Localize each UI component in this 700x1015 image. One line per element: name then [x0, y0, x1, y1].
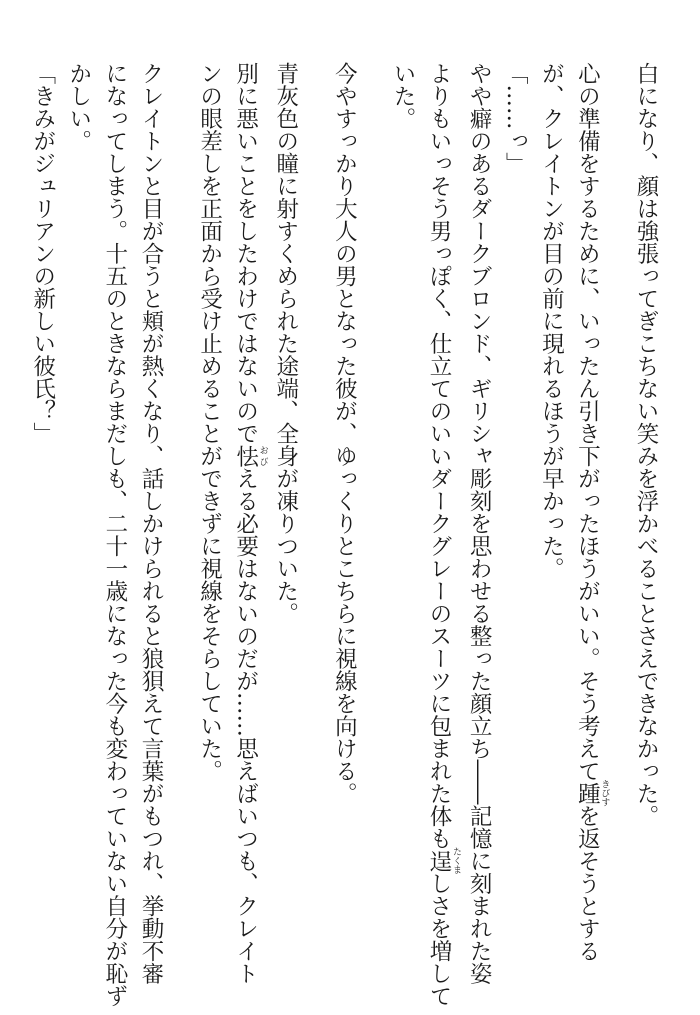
- text-line: [569, 62, 628, 992]
- text-line-content: になってしまう。十五のときならまだしも、二十一歳になった今も変わっていない自分が恥ず: [101, 62, 128, 1007]
- text-line: [25, 62, 61, 992]
- text-line: [191, 62, 227, 992]
- text-line-content: やや癖のあるダークブロンド、ギリシャ彫刻を思わせる整った顔立ち――記憶に刻まれた姿: [466, 62, 493, 985]
- text-line-content: よりもいっそう男っぽく、仕立てのいいダークグレーのスーツに包まれた体も: [426, 62, 453, 850]
- text-line-content: クレイトンと目が合うと頬が熱くなり、話しかけられると狼狽えて言葉がもつれ、挙動不審: [137, 62, 164, 985]
- text-line-content: かしい。: [65, 62, 92, 152]
- text-line-content: が、クレイトンが目の前に現れるほうが早かった。: [538, 62, 565, 580]
- ruby-base: 怯: [232, 444, 259, 467]
- ruby-reading: きびす: [599, 779, 610, 807]
- text-line-content: 青灰色の瞳に射すくめられた途端、全身が凍りついた。: [272, 62, 299, 625]
- ruby-annotation: [426, 847, 462, 875]
- text-line: [385, 62, 421, 992]
- ruby-annotation: [232, 444, 268, 468]
- text-line: [133, 62, 192, 992]
- ruby-base: 踵: [574, 779, 601, 807]
- vertical-text-body: [0, 62, 664, 1007]
- text-line: [497, 62, 533, 992]
- text-line-content: ンの眼差しを正面から受け止めることができずに視線をそらしていた。: [196, 62, 223, 782]
- text-line-continuation: しさを増して: [426, 872, 453, 1007]
- text-line-content: 「……っ」: [502, 62, 529, 175]
- ruby-base: 逞: [426, 847, 453, 875]
- text-line: [228, 62, 268, 992]
- ruby-reading: たくま: [451, 847, 462, 875]
- text-line: [461, 62, 497, 992]
- text-line: [533, 62, 569, 992]
- text-line-content: 白になり、顔は強張ってぎこちない笑みを浮かべることさえできなかった。: [633, 62, 659, 827]
- text-line: [421, 62, 462, 1007]
- text-line-continuation: える必要はないのだが……思えばいつも、クレイト: [232, 467, 259, 985]
- text-line: [0, 62, 25, 992]
- ruby-annotation: [574, 779, 610, 807]
- text-line-continuation: を返そうとする: [574, 804, 601, 962]
- text-line: [97, 62, 133, 1007]
- text-line-content: 別に悪いことをしたわけではないので: [232, 62, 259, 445]
- text-line: [268, 62, 327, 992]
- text-line-content: いた。: [389, 62, 416, 130]
- text-line: [628, 62, 664, 992]
- text-line: [326, 62, 385, 992]
- text-line: [61, 62, 97, 992]
- text-line-content: 今やすっかり大人の男となった彼が、ゆっくりとこちらに視線を向ける。: [331, 62, 358, 805]
- text-line-content: 「きみがジュリアンの新しい彼氏？」: [29, 62, 56, 445]
- ruby-reading: おび: [257, 444, 268, 467]
- text-line-content: 心の準備をするために、いったん引き下がったほうがいい。そう考えて: [574, 62, 601, 782]
